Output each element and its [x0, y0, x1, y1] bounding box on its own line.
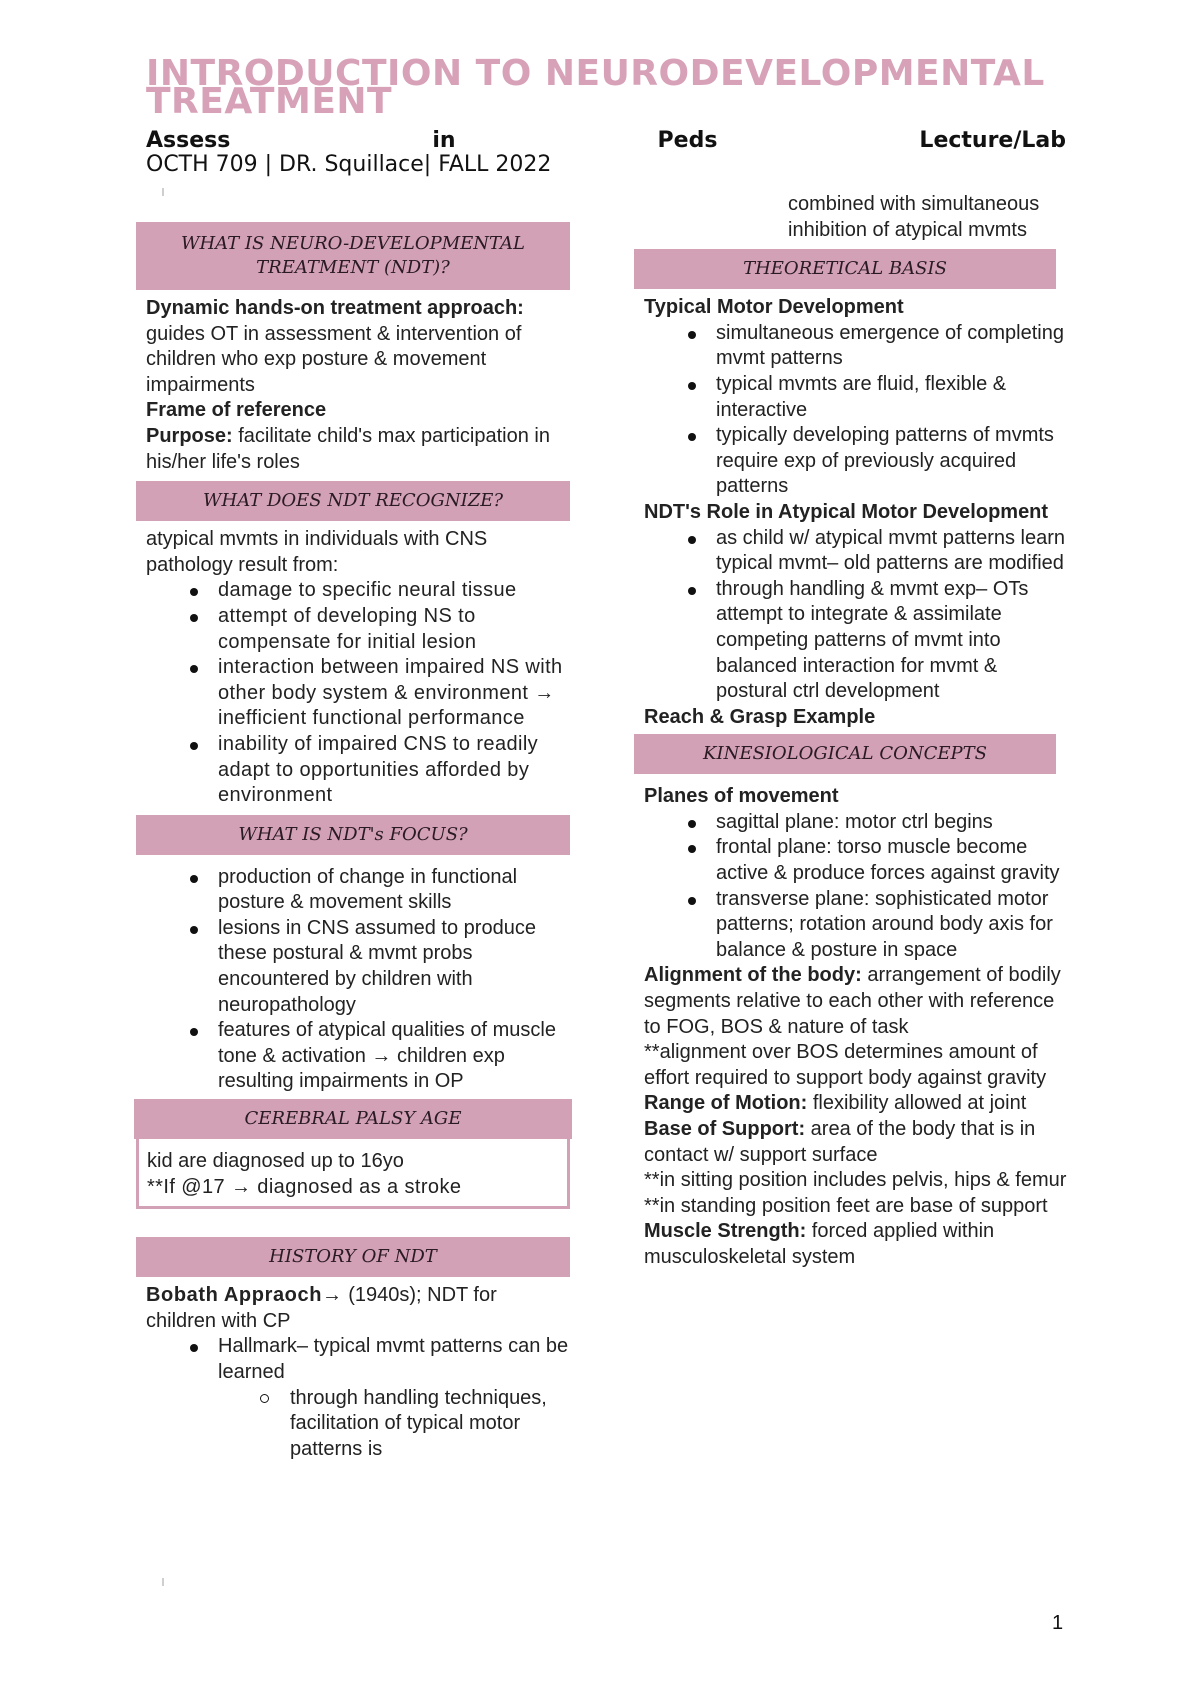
- muscle-strength-text: forced applied within musculoskeletal system: [644, 1220, 995, 1268]
- course-info: OCTH 709 | DR. Squillace| FALL 2022: [146, 152, 552, 177]
- list-item: sagittal plane: motor ctrl begins: [716, 810, 1072, 836]
- list-item: attempt of developing NS to compensate for initial lesion: [218, 604, 570, 655]
- section-header-ndt-recognize: WHAT DOES NDT RECOGNIZE?: [136, 481, 570, 521]
- reach-grasp-heading: Reach & Grasp Example: [644, 705, 876, 728]
- list-item: typically developing patterns of mvmts require exp of previously acquired patterns: [716, 423, 1072, 500]
- bobath-approach: [136, 1283, 570, 1334]
- history-list: [136, 1334, 570, 1385]
- subtitle-word: in: [432, 128, 456, 153]
- margin-mark: [162, 188, 164, 196]
- cp-note: **If @17 → diagnosed as a stroke: [147, 1175, 462, 1198]
- subtitle-word: Assess: [146, 128, 231, 153]
- alignment-of-body: [634, 963, 1072, 1040]
- list-subitem: through handling techniques, facilitation of typical motor patterns is: [290, 1386, 570, 1463]
- list-item: transverse plane: sophisticated motor patterns; rotation around body axis for balance & posture in space: [716, 887, 1072, 964]
- subtitle-word: Lecture/Lab: [919, 128, 1066, 153]
- purpose-label: Purpose:: [146, 424, 233, 447]
- section-header-ndt-focus: WHAT IS NDT's FOCUS?: [136, 815, 570, 855]
- focus-list: [136, 865, 570, 1095]
- list-item: Hallmark– typical mvmt patterns can be learned: [218, 1334, 570, 1385]
- typical-motor-development-heading: Typical Motor Development: [644, 296, 904, 319]
- list-item: inability of impaired CNS to readily adapt to opportunities afforded by environment: [218, 732, 570, 809]
- bos-note-sitting: **in sitting position includes pelvis, hips & femur: [644, 1169, 1067, 1192]
- list-item: lesions in CNS assumed to produce these postural & mvmt probs encountered by children with neuropathology: [218, 916, 570, 1018]
- bobath-label: Bobath Appraoch→: [146, 1284, 343, 1307]
- cerebral-palsy-box: [136, 1139, 570, 1209]
- definition-label: Dynamic hands-on treatment approach:: [146, 297, 524, 319]
- section-header-history-of-ndt: HISTORY OF NDT: [136, 1237, 570, 1277]
- right-column: [634, 192, 1072, 1271]
- planes-list: [634, 810, 1072, 964]
- ndt-role-heading: NDT's Role in Atypical Motor Development: [644, 500, 1049, 523]
- document-title: INTRODUCTION TO NEURODEVELOPMENTAL TREATMENT: [146, 53, 1045, 122]
- rom-label: Range of Motion:: [644, 1092, 808, 1115]
- typical-motor-list: [634, 321, 1072, 500]
- list-item: typical mvmts are fluid, flexible & interactive: [716, 372, 1072, 423]
- list-item: frontal plane: torso muscle become active & produce forces against gravity: [716, 835, 1072, 886]
- bos-text: area of the body that is in contact w/ support surface: [644, 1118, 1036, 1166]
- alignment-text: arrangement of bodily segments relative to each other with reference to FOG, BOS & nature of task: [644, 964, 1061, 1038]
- list-item: features of atypical qualities of muscle tone & activation → children exp resulting impairments in OP: [218, 1018, 570, 1095]
- recognize-list: [136, 578, 570, 808]
- frame-of-reference: Frame of reference: [146, 399, 327, 422]
- section-header-theoretical-basis: THEORETICAL BASIS: [634, 249, 1056, 289]
- margin-mark: [162, 1578, 164, 1586]
- continued-text: combined with simultaneous inhibition of atypical mvmts: [788, 193, 1040, 241]
- muscle-strength: [634, 1219, 1072, 1270]
- base-of-support: [634, 1117, 1072, 1168]
- list-item: production of change in functional posture & movement skills: [218, 865, 570, 916]
- purpose-text: facilitate child's max participation in his/her life's roles: [146, 424, 550, 473]
- left-column: [136, 222, 570, 1462]
- alignment-label: Alignment of the body:: [644, 964, 862, 987]
- subtitle-word: Peds: [657, 128, 718, 153]
- section-header-kinesiological-concepts: KINESIOLOGICAL CONCEPTS: [634, 734, 1056, 774]
- history-sublist: [136, 1386, 570, 1463]
- cp-line: kid are diagnosed up to 16yo: [147, 1150, 404, 1173]
- bobath-text: (1940s); NDT for children with CP: [146, 1284, 497, 1332]
- list-item: interaction between impaired NS with other body system & environment → inefficient functional performance: [218, 655, 570, 732]
- range-of-motion: [634, 1091, 1072, 1117]
- planes-of-movement-heading: Planes of movement: [644, 785, 839, 808]
- bos-label: Base of Support:: [644, 1118, 806, 1140]
- purpose: [136, 424, 570, 475]
- section-header-what-is-ndt: WHAT IS NEURO-DEVELOPMENTAL TREATMENT (NDT)?: [136, 222, 570, 290]
- section-header-cerebral-palsy-age: CEREBRAL PALSY AGE: [134, 1099, 572, 1139]
- ndt-role-list: [634, 526, 1072, 705]
- rom-text: flexibility allowed at joint: [807, 1092, 1027, 1115]
- list-item: through handling & mvmt exp– OTs attempt to integrate & assimilate competing patterns of mvmt into balanced interaction for mvmt & postural ctrl development: [716, 577, 1072, 705]
- list-item: simultaneous emergence of completing mvmt patterns: [716, 321, 1072, 372]
- ndt-definition: [136, 296, 570, 398]
- definition-text: guides OT in assessment & intervention of children who exp posture & movement impairments: [146, 322, 522, 396]
- muscle-strength-label: Muscle Strength:: [644, 1220, 807, 1243]
- list-item: damage to specific neural tissue: [218, 578, 570, 604]
- alignment-note: **alignment over BOS determines amount of effort required to support body against gravity: [644, 1041, 1047, 1089]
- list-item: as child w/ atypical mvmt patterns learn typical mvmt– old patterns are modified: [716, 526, 1072, 577]
- document-subtitle: [146, 128, 1066, 153]
- bos-note-standing: **in standing position feet are base of support: [644, 1194, 1048, 1217]
- page-number: 1: [1052, 1612, 1064, 1634]
- recognize-intro: atypical mvmts in individuals with CNS pathology result from:: [146, 528, 488, 576]
